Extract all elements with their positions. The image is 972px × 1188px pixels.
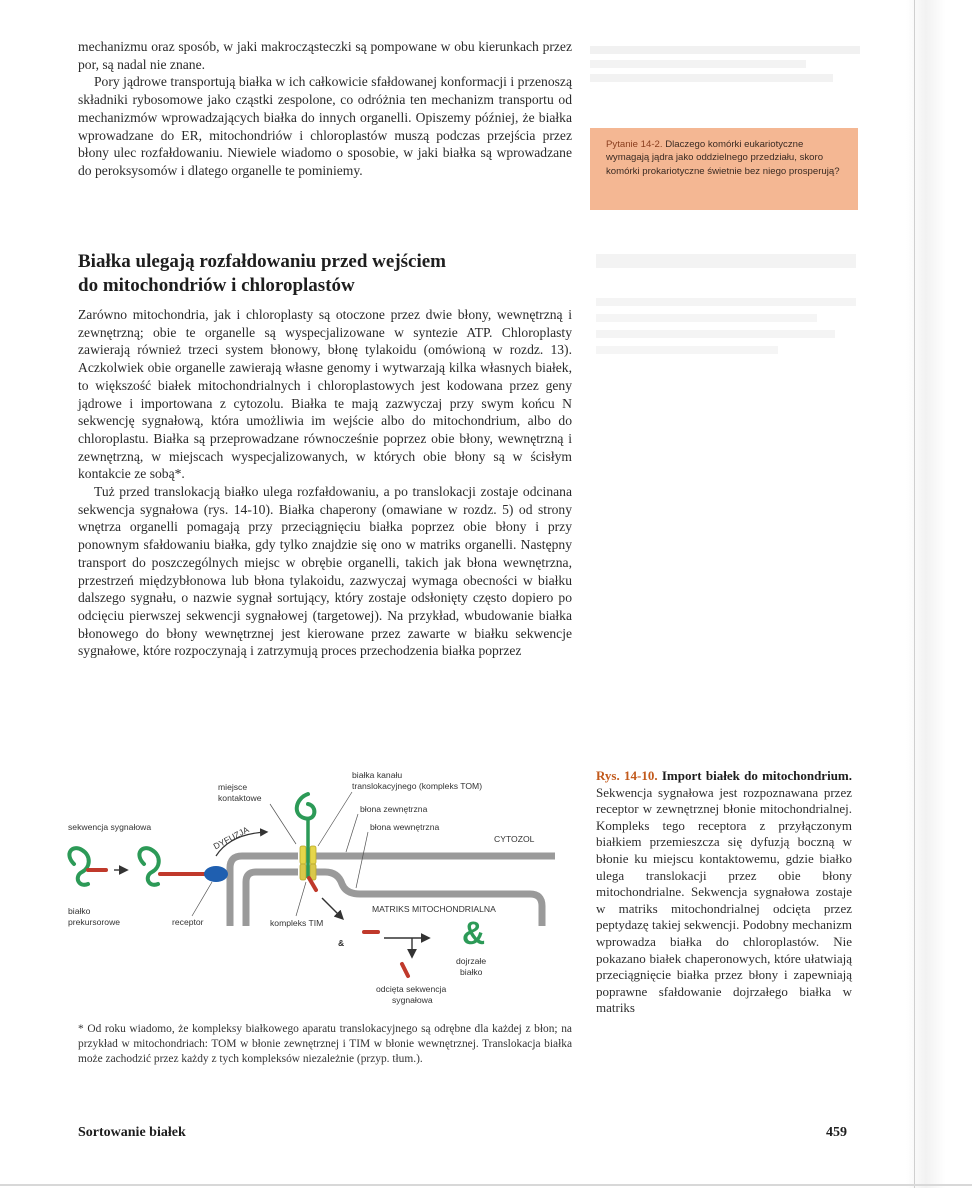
mature-protein-glyph: & bbox=[462, 915, 486, 951]
label-matrix: MATRIKS MITOCHONDRIALNA bbox=[372, 904, 496, 914]
caption-text: Sekwencja sygnałowa jest rozpoznawana przez receptor w zewnętrznej błonie mitochondrialnej. Kompleks tego receptora z przyłączonym białkiem przemieszcza się dyfuzją boczną w błonie ku miejscu kontaktowemu, gdzie białko ulega translokacji przez obie błony mitochondrialne. Sekwencja sygnałowa zostaje w matriks mitochondrialnej odcięta przez peptydazę takiej sekwencji. Podobny mechanizm wprowadza białka do chloroplastów. Nie pokazano białek chaperonowych, które ułatwiają przeciągnięcie białka przez błony i zapewniają poprawne sfałdowanie dojrzałego białka w matriks bbox=[596, 784, 852, 1016]
label-cytosol: CYTOZOL bbox=[494, 834, 535, 844]
label-channel: translokacyjnego (kompleks TOM) bbox=[352, 781, 483, 791]
label-mature-protein: dojrzałe bbox=[456, 956, 487, 966]
running-footer-title: Sortowanie białek bbox=[78, 1125, 186, 1140]
leader-line bbox=[270, 804, 296, 844]
question-text: Dlaczego komórki eukariotyczne wymagają jądra jako oddzielnego przedziału, skoro komórki prokariotyczne świetnie bez niego prosperują? bbox=[606, 139, 840, 177]
tom-channel bbox=[310, 846, 316, 864]
bound-precursor bbox=[139, 848, 158, 885]
tim-channel bbox=[300, 864, 306, 880]
bleed-through-block bbox=[596, 240, 856, 740]
arrow bbox=[322, 898, 342, 918]
label-contact-site: kontaktowe bbox=[218, 793, 262, 803]
paragraph: Zarówno mitochondria, jak i chloroplasty są otoczone przez dwie błony, wewnętrzną i zewnętrzną; obie te organelle są wyspecjalizowane w syntezie ATP. Chloroplasty zawierają również trzeci system błonowy, błonę tylakoidu (omówioną w rozdz. 13). Aczkolwiek obie organelle zawierają własne genomy i wytwarzają kilka własnych białek, to większość białek mitochondrialnych i chloroplastowych jest kodowana przez geny jądrowe i importowana z cytozolu. Białka te mają zazwyczaj przy swym końcu N sekwencję sygnałową, która umożliwia im wejście albo do mitochondrium, albo do chloroplastu. Białka są przeprowadzane równocześnie poprzez obie błony, wewnętrzną i zewnętrzną, w miejscach wyspecjalizowanych, w których obie błony są w ścisłym kontakcie ze sobą*. bbox=[78, 307, 572, 482]
label-inner-membrane: błona wewnętrzna bbox=[370, 822, 440, 832]
leader-line bbox=[318, 792, 352, 846]
label-receptor: receptor bbox=[172, 917, 204, 927]
bleed-through-block bbox=[590, 40, 860, 110]
label-tim-complex: kompleks TIM bbox=[270, 918, 324, 928]
leader-line bbox=[192, 882, 212, 916]
label-channel: białka kanału bbox=[352, 770, 403, 780]
label-signal-sequence: sekwencja sygnałowa bbox=[68, 822, 152, 832]
page-edge-shadow bbox=[906, 0, 972, 1188]
leader-line bbox=[296, 882, 306, 916]
tom-channel bbox=[300, 846, 306, 864]
label-diffusion: DYFUZJA bbox=[211, 824, 251, 852]
heading-line: do mitochondriów i chloroplastów bbox=[78, 275, 355, 296]
label-mature-protein: białko bbox=[460, 967, 483, 977]
paragraph: Pory jądrowe transportują białka w ich całkowicie sfałdowanej konformacji i przenoszą składniki rybosomowe jako cząstki zespolone, co odróżnia ten mechanizm transportu od mechanizmów wprowadzających białka do innych organelli. Opiszemy później, że białka wprowadzane do ER, mitochondriów i chloroplastów muszą podczas przejścia przez błony ulec rozfałdowaniu. Niewiele wiadomo o sposobie, w jaki białka są wprowadzane do peroksysomów i dlatego organelle te pominiemy. bbox=[78, 74, 572, 178]
label-cleaved-signal: odcięta sekwencja bbox=[376, 984, 447, 994]
section-heading bbox=[78, 250, 572, 298]
label-contact-site: miejsce bbox=[218, 782, 248, 792]
section-text bbox=[78, 306, 572, 660]
footnote: * Od roku wiadomo, że kompleksy białkowego aparatu translokacyjnego są odrębne dla każdej z błon; na przykład w mitochondriach: TOM w błonie zewnętrznej i TIM w błonie wewnętrznej. Translokacja białka może zachodzić przez każdy z tych kompleksów niezależnie (przyp. tłum.). bbox=[78, 1023, 572, 1065]
paragraph: mechanizmu oraz sposób, w jaki makrocząsteczki są pompowane w obu kierunkach przez por, są nadal nie znane. bbox=[78, 39, 572, 72]
intro-text bbox=[78, 38, 572, 180]
leader-line bbox=[356, 832, 368, 888]
page-number: 459 bbox=[826, 1125, 847, 1140]
label-precursor: białko bbox=[68, 906, 91, 916]
question-label: Pytanie 14-2. bbox=[606, 139, 663, 150]
label-cleaved-signal: sygnałowa bbox=[392, 995, 433, 1005]
figure-caption bbox=[596, 768, 852, 1017]
mature-protein-glyph: & bbox=[338, 938, 345, 948]
precursor-protein bbox=[69, 848, 88, 885]
translocating-protein bbox=[297, 794, 315, 819]
receptor bbox=[204, 866, 228, 882]
label-outer-membrane: błona zewnętrzna bbox=[360, 804, 428, 814]
page-edge-line bbox=[914, 0, 915, 1188]
leader-line bbox=[346, 814, 358, 852]
paragraph: Tuż przed translokacją białko ulega rozfałdowaniu, a po translokacji zostaje odcinana sekwencja sygnałowa (rys. 14-10). Białka chaperony (omawiane w rozdz. 5) od strony wnętrza organelli pomagają przy przeciągnięciu białka poprzez obie błony i przy ponownym sfałdowaniu białka, gdy tylko znajdzie się ono w matriks organelli. Następny transport do poszczególnych miejsc w obrębie organelli, takich jak błona wewnętrzna, przestrzeń międzybłonowa lub błona tylakoidu, zazwyczaj wymaga obecności w białku dalszego sygnału, o nazwie sygnał sortujący, który zostaje odsłonięty często dopiero po odcięciu pierwszej sekwencji sygnałowej (targetowej). Na przykład, wbudowanie białka błonowego do błony wewnętrznej jest kierowane przez zawarte w białku sekwencje sygnałowe, które rozpoczynają i zatrzymują proces przechodzenia białka poprzez bbox=[78, 484, 572, 659]
caption-title: Import białek do mitochondrium. bbox=[661, 768, 853, 783]
mitochondrial-import-figure bbox=[60, 758, 580, 1010]
label-precursor: prekursorowe bbox=[68, 917, 121, 927]
heading-line: Białka ulegają rozfałdowaniu przed wejściem bbox=[78, 251, 447, 272]
question-box bbox=[590, 128, 858, 210]
caption-number: Rys. 14-10. bbox=[596, 768, 658, 783]
cleaved-signal bbox=[402, 964, 408, 976]
page-bottom-edge bbox=[0, 1184, 972, 1186]
